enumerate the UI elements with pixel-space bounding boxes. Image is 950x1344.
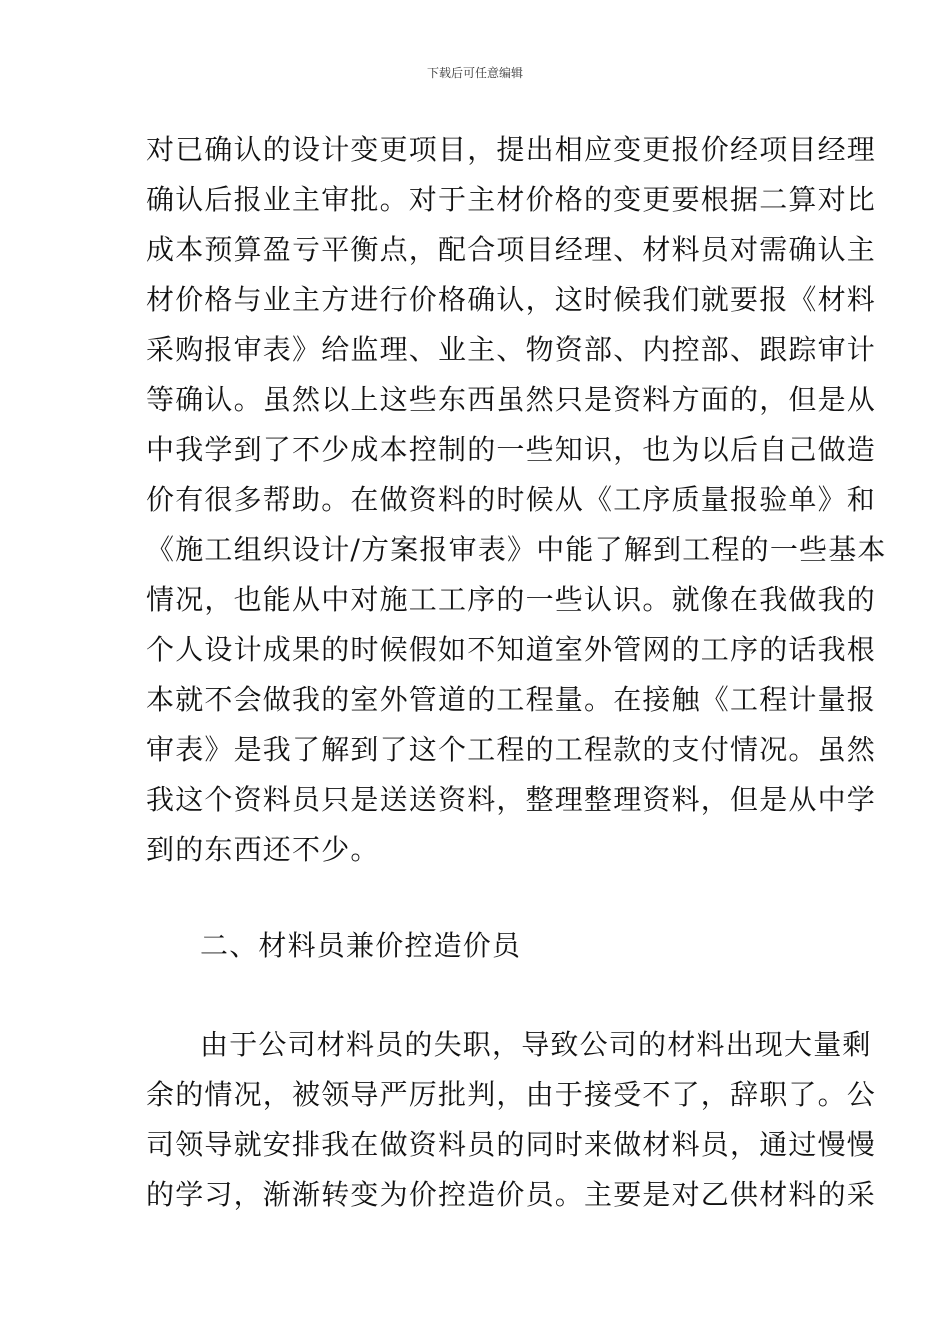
- body-line: 成本预算盈亏平衡点，配合项目经理、材料员对需确认主: [146, 233, 877, 266]
- body-line: 等确认。虽然以上这些东西虽然只是资料方面的，但是从: [146, 383, 877, 416]
- body-line: 价有很多帮助。在做资料的时候从《工序质量报验单》和: [146, 483, 877, 516]
- body-line: 本就不会做我的室外管道的工程量。在接触《工程计量报: [146, 683, 877, 716]
- body-line: 个人设计成果的时候假如不知道室外管网的工序的话我根: [146, 633, 877, 666]
- body-line: 对已确认的设计变更项目，提出相应变更报价经项目经理: [146, 133, 877, 166]
- paragraph-line: 余的情况，被领导严厉批判，由于接受不了，辞职了。公: [146, 1078, 877, 1111]
- paragraph-line: 的学习，渐渐转变为价控造价员。主要是对乙供材料的采: [146, 1178, 877, 1211]
- body-line: 确认后报业主审批。对于主材价格的变更要根据二算对比: [146, 183, 877, 216]
- body-line: 审表》是我了解到了这个工程的工程款的支付情况。虽然: [146, 733, 877, 766]
- section-heading: 二、材料员兼价控造价员: [200, 929, 522, 962]
- body-line: 我这个资料员只是送送资料，整理整理资料，但是从中学: [146, 783, 877, 816]
- body-line: 中我学到了不少成本控制的一些知识，也为以后自己做造: [146, 433, 877, 466]
- body-line: 材价格与业主方进行价格确认，这时候我们就要报《材料: [146, 283, 877, 316]
- body-line: 到的东西还不少。: [146, 833, 380, 866]
- body-line: 情况，也能从中对施工工序的一些认识。就像在我做我的: [146, 583, 877, 616]
- paragraph-line: 司领导就安排我在做资料员的同时来做材料员，通过慢慢: [146, 1128, 877, 1161]
- body-line: 采购报审表》给监理、业主、物资部、内控部、跟踪审计: [146, 333, 877, 366]
- body-line: 《施工组织设计/方案报审表》中能了解到工程的一些基本: [146, 533, 887, 566]
- paragraph-line: 由于公司材料员的失职，导致公司的材料出现大量剩: [200, 1028, 872, 1061]
- page-header: 下载后可任意编辑: [426, 66, 523, 80]
